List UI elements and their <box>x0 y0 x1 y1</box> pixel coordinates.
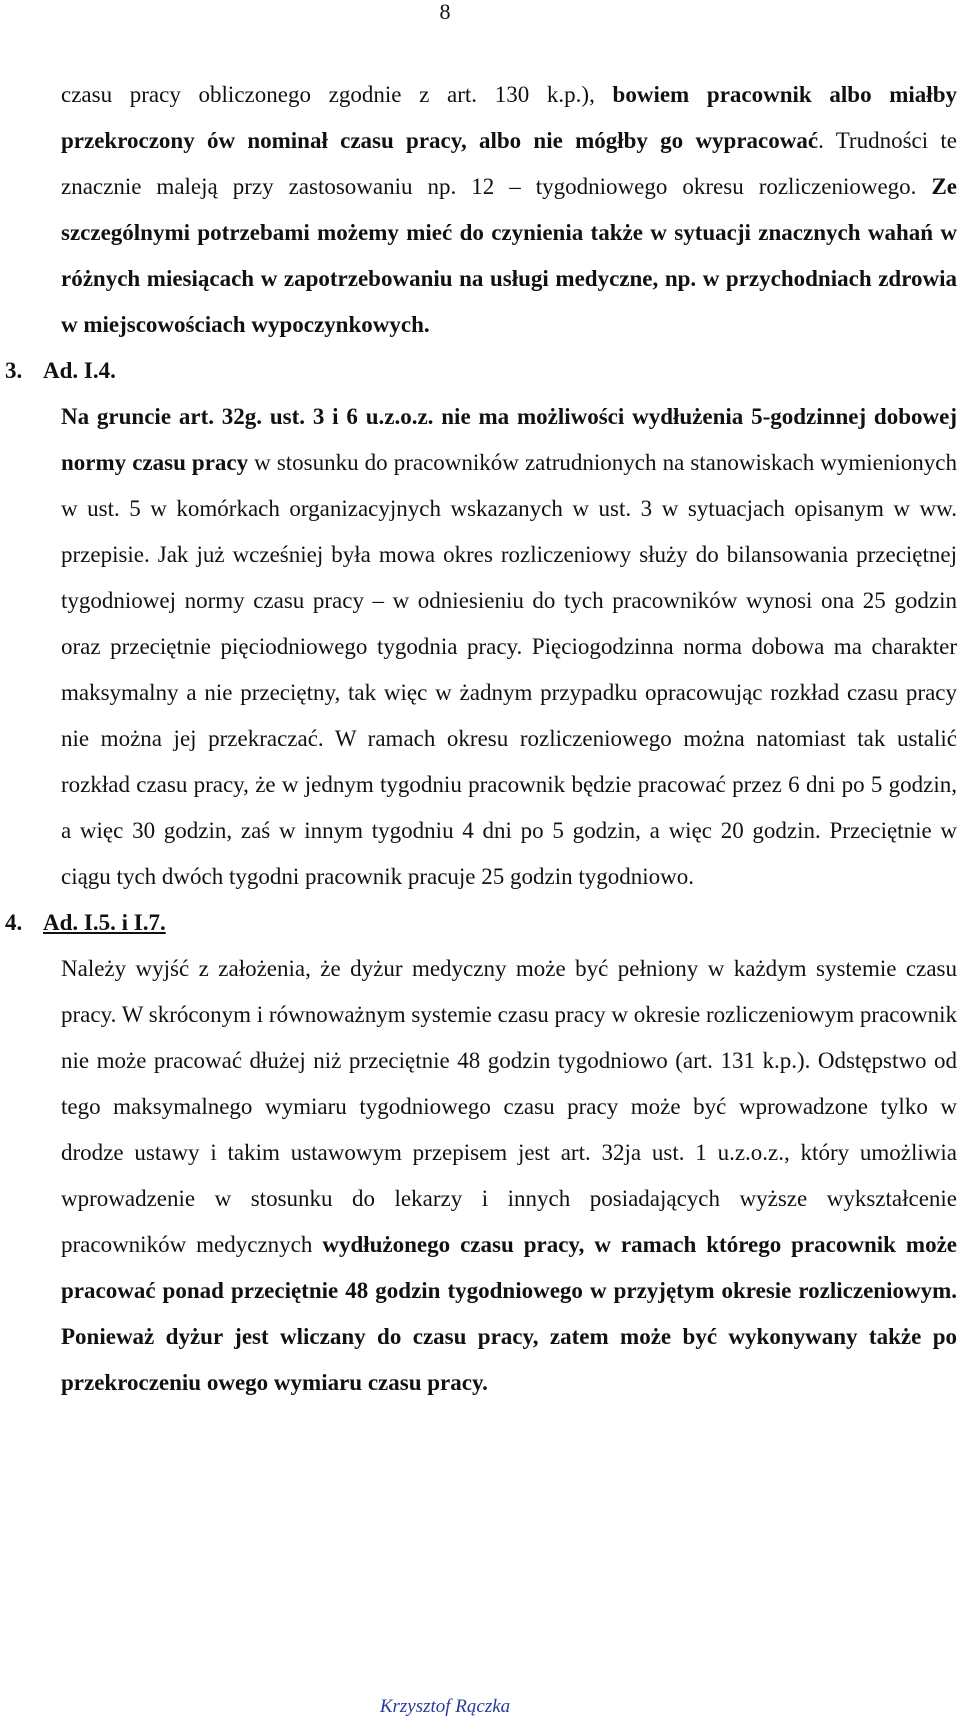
paragraph-text: . Trudności te znacznie maleją przy zastosowaniu np. 12 – tygodniowego okresu rozliczeniowego. <box>61 128 957 199</box>
emphasized-text: bowiem pracownik albo miałby przekroczony ów nominał czasu pracy, albo nie mógłby go wypracować <box>61 82 957 153</box>
section-4-paragraph <box>61 946 957 1406</box>
continuation-paragraph <box>61 72 957 348</box>
section-4-heading <box>5 900 957 946</box>
footer-author: Krzysztof Rączka <box>379 1696 511 1717</box>
paragraph-text: Należy wyjść z założenia, że dyżur medyczny może być pełniony w każdym systemie czasu pracy. W skróconym i równoważnym systemie czasu pracy w okresie rozliczeniowym pracownik nie może pracować dłużej niż przeciętnie 48 godzin tygodniowo (art. 131 k.p.). Odstępstwo od tego maksymalnego wymiaru tygodniowego czasu pracy może być wprowadzone tylko w drodze ustawy i takim ustawowym przepisem jest art. 32ja ust. 1 u.z.o.z., który umożliwia wprowadzenie w stosunku do lekarzy i innych posiadających wyższe wykształcenie pracowników medycznych <box>61 956 957 1257</box>
emphasized-text: Na gruncie art. 32g. ust. 3 i 6 u.z.o.z. nie ma możliwości wydłużenia 5-godzinnej dobowej normy czasu pracy <box>61 404 957 475</box>
paragraph-text: w stosunku do pracowników zatrudnionych na stanowiskach wymienionych w ust. 5 w komórkach organizacyjnych wskazanych w ust. 3 w sytuacjach opisanym w ww. przepisie. Jak już wcześniej była mowa okres rozliczeniowy służy do bilansowania przeciętnej tygodniowej normy czasu pracy – w odniesieniu do tych pracowników wynosi ona 25 godzin oraz przeciętnie pięciodniowego tygodnia pracy. Pięciogodzinna norma dobowa ma charakter maksymalny a nie przeciętny, tak więc w żadnym przypadku opracowując rozkład czasu pracy nie można jej przekraczać. W ramach okresu rozliczeniowego można natomiast tak ustalić rozkład czasu pracy, że w jednym tygodniu pracownik będzie pracować przez 6 dni po 5 godzin, a więc 30 godzin, zaś w innym tygodniu 4 dni po 5 godzin, a więc 20 godzin. Przeciętnie w ciągu tych dwóch tygodni pracownik pracuje 25 godzin tygodniowo. <box>61 450 957 889</box>
section-number: 3. <box>5 358 23 383</box>
page-number: 8 <box>439 0 451 24</box>
section-3-paragraph <box>61 394 957 900</box>
paragraph-text: czasu pracy obliczonego zgodnie z art. 130 k.p.), <box>61 82 613 107</box>
section-number: 4. <box>5 910 23 935</box>
section-title: Ad. I.5. i I.7. <box>43 910 166 935</box>
section-title: Ad. I.4. <box>43 358 116 383</box>
document-body <box>5 72 958 1406</box>
emphasized-text: Ze szczególnymi potrzebami możemy mieć do czynienia także w sytuacji znacznych wahań w różnych miesiącach w zapotrzebowaniu na usługi medyczne, np. w przychodniach zdrowia w miejscowościach wypoczynkowych. <box>61 174 957 337</box>
section-3-heading <box>5 348 957 394</box>
emphasized-text: wydłużonego czasu pracy, w ramach którego pracownik może pracować ponad przeciętnie 48 godzin tygodniowego w przyjętym okresie rozliczeniowym. Ponieważ dyżur jest wliczany do czasu pracy, zatem może być wykonywany także po przekroczeniu owego wymiaru czasu pracy. <box>61 1232 958 1395</box>
